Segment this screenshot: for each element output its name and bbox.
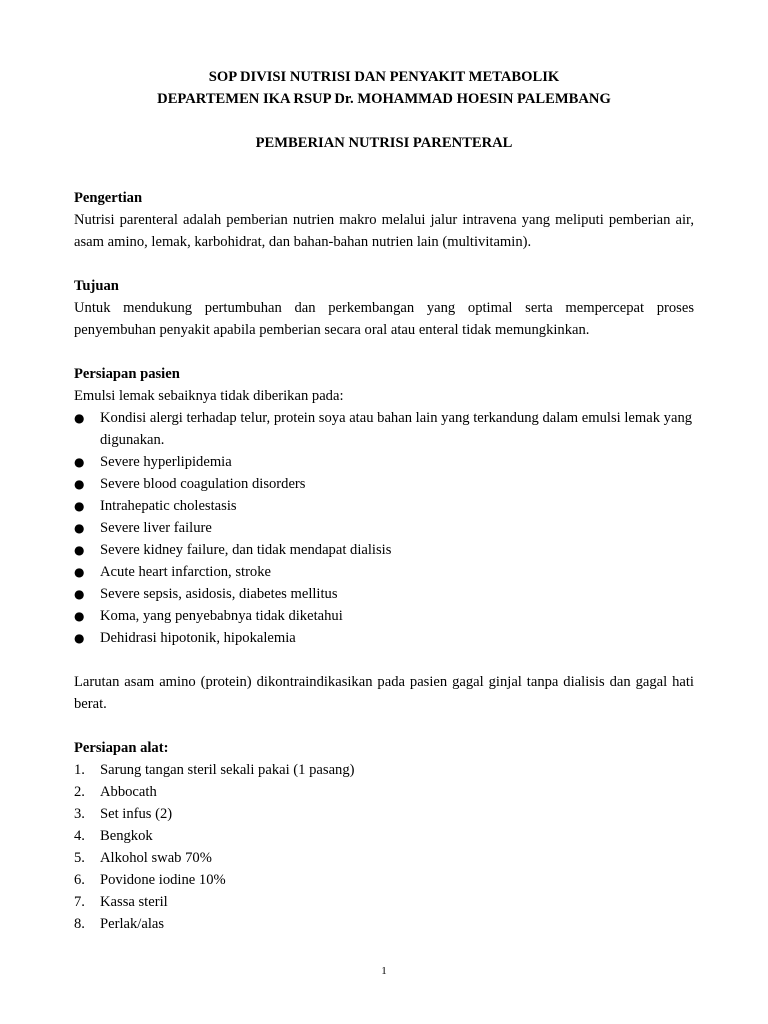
list-item <box>74 627 694 649</box>
list-item-text: Severe sepsis, asidosis, diabetes mellitus <box>100 586 338 602</box>
list-item-text: Severe hyperlipidemia <box>100 454 232 470</box>
bullet-icon: ● <box>74 631 85 645</box>
list-item <box>74 913 694 935</box>
document-header <box>74 66 694 154</box>
list-item-text: Severe blood coagulation disorders <box>100 476 306 492</box>
list-item-text: Koma, yang penyebabnya tidak diketahui <box>100 608 343 624</box>
heading-persiapan-pasien: Persiapan pasien <box>74 366 180 382</box>
list-item-text: Alkohol swab 70% <box>100 850 212 866</box>
list-item-text: Severe kidney failure, dan tidak mendapat dialisis <box>100 542 392 558</box>
section-pengertian <box>74 187 694 253</box>
header-line-department: DEPARTEMEN IKA RSUP Dr. MOHAMMAD HOESIN PALEMBANG <box>157 91 611 107</box>
paragraph-emulsi-intro: Emulsi lemak sebaiknya tidak diberikan pada: <box>74 388 344 404</box>
list-item <box>74 605 694 627</box>
bullet-icon: ● <box>74 455 85 469</box>
page-number: 1 <box>381 965 387 977</box>
list-number: 5. <box>74 850 85 866</box>
bullet-icon: ● <box>74 609 85 623</box>
list-item-text: Acute heart infarction, stroke <box>100 564 271 580</box>
list-item <box>74 869 694 891</box>
heading-pengertian: Pengertian <box>74 190 143 206</box>
bullet-icon: ● <box>74 565 85 579</box>
list-item-text: Kondisi alergi terhadap telur, protein soya atau bahan lain yang terkandung dalam emulsi lemak yang digunakan. <box>100 410 693 448</box>
list-number: 1. <box>74 762 85 778</box>
section-persiapan-alat <box>74 737 694 935</box>
list-item-text: Set infus (2) <box>100 806 173 822</box>
heading-persiapan-alat: Persiapan alat: <box>74 740 169 756</box>
list-item-text: Dehidrasi hipotonik, hipokalemia <box>100 630 296 646</box>
list-item-text: Severe liver failure <box>100 520 212 536</box>
list-item-text: Kassa steril <box>100 894 168 910</box>
document-title: PEMBERIAN NUTRISI PARENTERAL <box>255 135 513 151</box>
equipment-list <box>74 759 694 935</box>
paragraph-pengertian: Nutrisi parenteral adalah pemberian nutrien makro melalui jalur intravena yang meliputi pemberian air, asam amino, lemak, karbohidrat, dan bahan-bahan nutrien lain (multivitamin). <box>74 212 694 250</box>
list-item <box>74 891 694 913</box>
list-number: 6. <box>74 872 85 888</box>
paragraph-amino-contraindication: Larutan asam amino (protein) dikontraindikasikan pada pasien gagal ginjal tanpa dialisis dan gagal hati berat. <box>74 674 694 712</box>
list-item <box>74 803 694 825</box>
list-item-text: Abbocath <box>100 784 157 800</box>
list-number: 2. <box>74 784 85 800</box>
heading-tujuan: Tujuan <box>74 278 119 294</box>
bullet-icon: ● <box>74 521 85 535</box>
list-item <box>74 825 694 847</box>
bullet-icon: ● <box>74 499 85 513</box>
list-number: 7. <box>74 894 85 910</box>
list-item <box>74 583 694 605</box>
list-number: 3. <box>74 806 85 822</box>
list-item <box>74 781 694 803</box>
section-amino-note <box>74 671 694 715</box>
bullet-icon: ● <box>74 587 85 601</box>
section-tujuan <box>74 275 694 341</box>
paragraph-tujuan: Untuk mendukung pertumbuhan dan perkembangan yang optimal serta mempercepat proses penyembuhan penyakit apabila pemberian secara oral atau enteral tidak memungkinkan. <box>74 300 694 338</box>
list-item <box>74 495 694 517</box>
list-item-text: Sarung tangan steril sekali pakai (1 pasang) <box>100 762 355 778</box>
bullet-icon: ● <box>74 543 85 557</box>
bullet-icon: ● <box>74 411 85 425</box>
bullet-icon: ● <box>74 477 85 491</box>
list-item <box>74 473 694 495</box>
contraindication-list <box>74 407 694 649</box>
list-item <box>74 451 694 473</box>
list-number: 8. <box>74 916 85 932</box>
list-item <box>74 407 694 451</box>
list-item <box>74 561 694 583</box>
section-persiapan-pasien <box>74 363 694 649</box>
list-item <box>74 847 694 869</box>
header-line-division: SOP DIVISI NUTRISI DAN PENYAKIT METABOLIK <box>208 69 560 85</box>
list-item-text: Bengkok <box>100 828 153 844</box>
list-item-text: Perlak/alas <box>100 916 165 932</box>
list-number: 4. <box>74 828 85 844</box>
list-item-text: Povidone iodine 10% <box>100 872 226 888</box>
list-item <box>74 759 694 781</box>
list-item <box>74 517 694 539</box>
list-item-text: Intrahepatic cholestasis <box>100 498 237 514</box>
list-item <box>74 539 694 561</box>
